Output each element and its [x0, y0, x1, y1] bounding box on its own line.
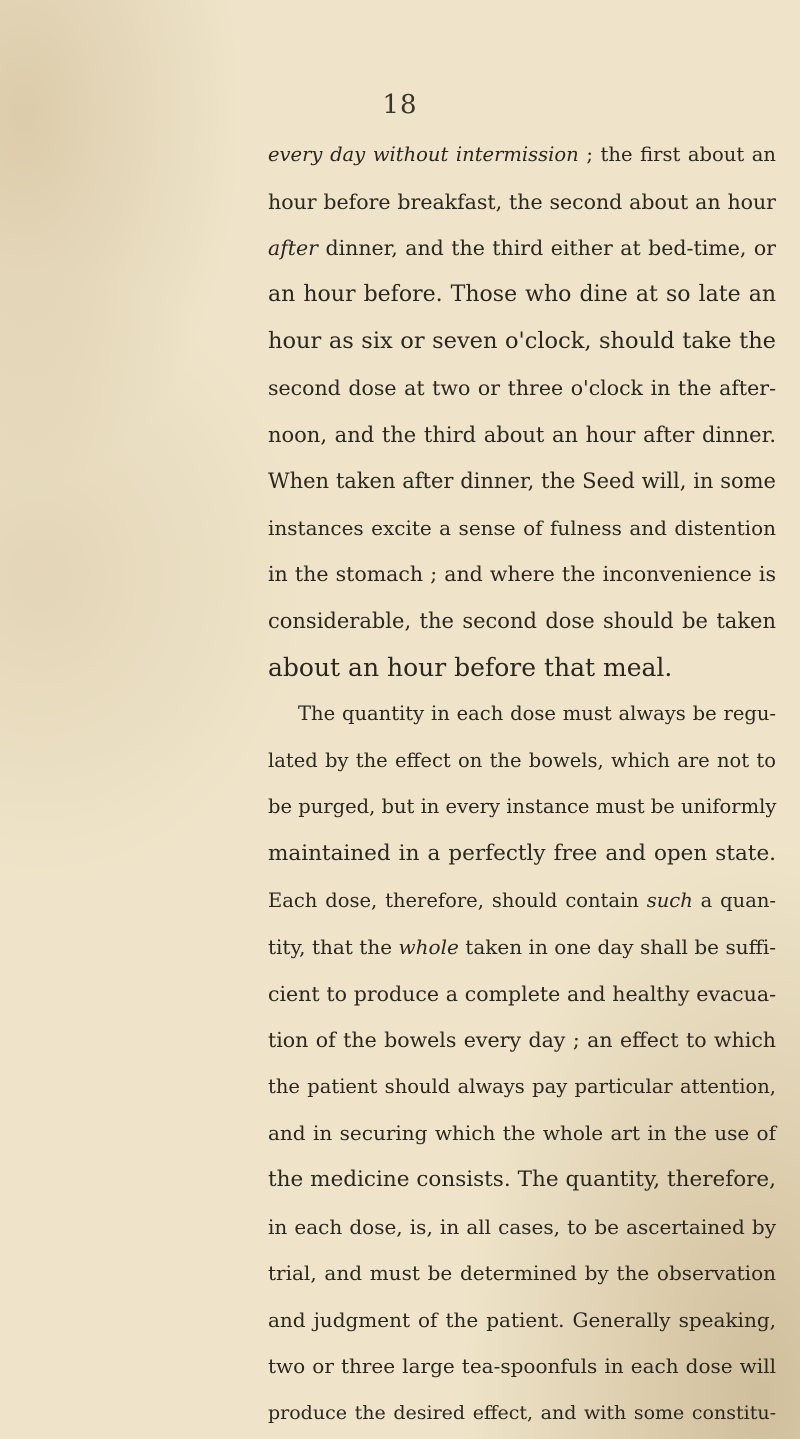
text-line: about an hour before that meal. [268, 652, 673, 682]
text-line: instances excite a sense of fulness and distention [268, 515, 776, 540]
text-line: tion of the bowels every day ; an effect to which [268, 1028, 776, 1053]
text-line: in the stomach ; and where the inconvenience is [268, 562, 776, 587]
text-line: noon, and the third about an hour after dinner. [268, 422, 776, 447]
text-line: be purged, but in every instance must be uniformly [268, 795, 777, 819]
text-line: an hour before. Those who dine at so late an [268, 281, 776, 307]
text-line: considerable, the second dose should be taken [268, 608, 776, 633]
text-line: and in securing which the whole art in the use of [268, 1121, 776, 1146]
text-line: tity, that the whole taken in one day shall be suffi- [268, 935, 776, 960]
text-line: cient to produce a complete and healthy evacua- [268, 981, 776, 1006]
text-line: The quantity in each dose must always be regu- [298, 702, 776, 726]
text-line: the patient should always pay particular attention, [268, 1074, 776, 1098]
text-line: maintained in a perfectly free and open state. [268, 840, 776, 866]
text-line: two or three large tea-spoonfuls in each dose will [268, 1354, 776, 1379]
text-line: lated by the effect on the bowels, which are not to [268, 748, 776, 772]
text-line: in each dose, is, in all cases, to be ascertained by [268, 1214, 776, 1239]
text-line: and judgment of the patient. Generally speaking, [268, 1307, 776, 1332]
text-line: Each dose, therefore, should contain such a quan- [268, 888, 776, 912]
text-line: hour as six or seven o'clock, should take the [268, 328, 776, 355]
text-line: When taken after dinner, the Seed will, in some [268, 469, 776, 494]
text-line: second dose at two or three o'clock in the after- [268, 375, 776, 400]
text-line: trial, and must be determined by the observation [268, 1261, 776, 1286]
body-text [268, 132, 776, 1437]
text-line: produce the desired effect, and with some constitu- [268, 1402, 776, 1425]
page-number: 18 [382, 90, 418, 120]
text-line: after dinner, and the third either at bed-time, or [268, 236, 776, 261]
text-line: hour before breakfast, the second about an hour [268, 189, 776, 214]
text-line: the medicine consists. The quantity, therefore, [268, 1167, 776, 1193]
text-line: every day without intermission ; the first about an [268, 143, 776, 166]
